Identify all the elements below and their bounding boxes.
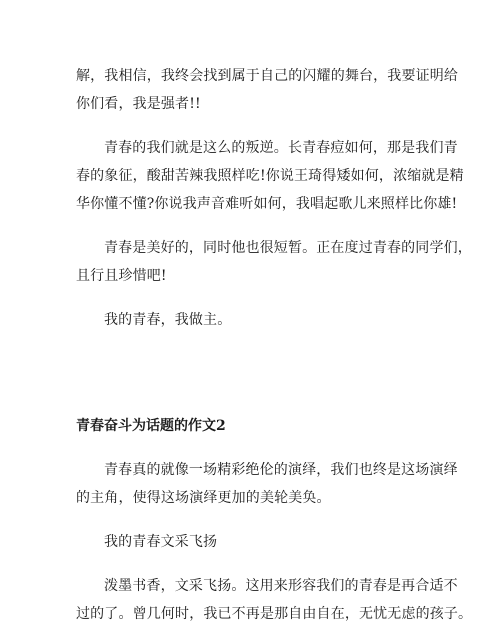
- paragraph-continuation: [76, 62, 459, 118]
- text-line: 你们看，我是强者!!: [76, 96, 201, 112]
- paragraph-subtitle: [76, 528, 432, 556]
- paragraph-cherish-youth: [76, 234, 472, 290]
- paragraph-spacer: [76, 556, 432, 572]
- paragraph-spacer: [76, 290, 432, 306]
- text-line: 且行且珍惜吧!: [76, 268, 167, 284]
- text-line: 解，我相信，我终会找到属于自己的闪耀的舞台，我要证明给: [76, 68, 459, 84]
- document-body: [76, 62, 473, 628]
- text-line: 春的象征，酸甜苦辣我照样吃!你说王琦得矮如何，浓缩就是精: [76, 168, 464, 184]
- text-line: 我的青春，我做主。: [104, 312, 232, 328]
- text-line: 青春的我们就是这么的叛逆。长青春痘如何，那是我们青: [104, 140, 458, 156]
- paragraph-my-youth: [76, 306, 432, 334]
- paragraph-spacer: [76, 118, 432, 134]
- text-line: 的主角，使得这场演绎更加的美轮美奂。: [76, 490, 331, 506]
- text-line: 青春是美好的，同时他也很短暂。正在度过青春的同学们，: [104, 240, 472, 256]
- paragraph-spacer: [76, 512, 432, 528]
- paragraph-spacer: [76, 218, 432, 234]
- text-line: 华你懂不懂?你说我声音难听如何，我唱起歌儿来照样比你雄!: [76, 196, 458, 212]
- paragraph-spacer: [76, 440, 432, 456]
- paragraph-performance: [76, 456, 458, 512]
- text-line: 泼墨书香，文采飞扬。这用来形容我们的青春是再合适不: [104, 578, 458, 594]
- section-spacer: [76, 334, 432, 412]
- paragraph-literary-youth: [76, 572, 473, 628]
- text-line: 青春真的就像一场精彩绝伦的演绎，我们也终是这场演绎: [104, 462, 458, 478]
- text-line: 过的了。曾几何时，我已不再是那自由自在，无忧无虑的孩子。: [76, 606, 473, 622]
- paragraph-rebellious-youth: [76, 134, 464, 218]
- text-line: 我的青春文采飞扬: [104, 534, 218, 550]
- section-title: 青春奋斗为话题的作文2: [76, 418, 226, 434]
